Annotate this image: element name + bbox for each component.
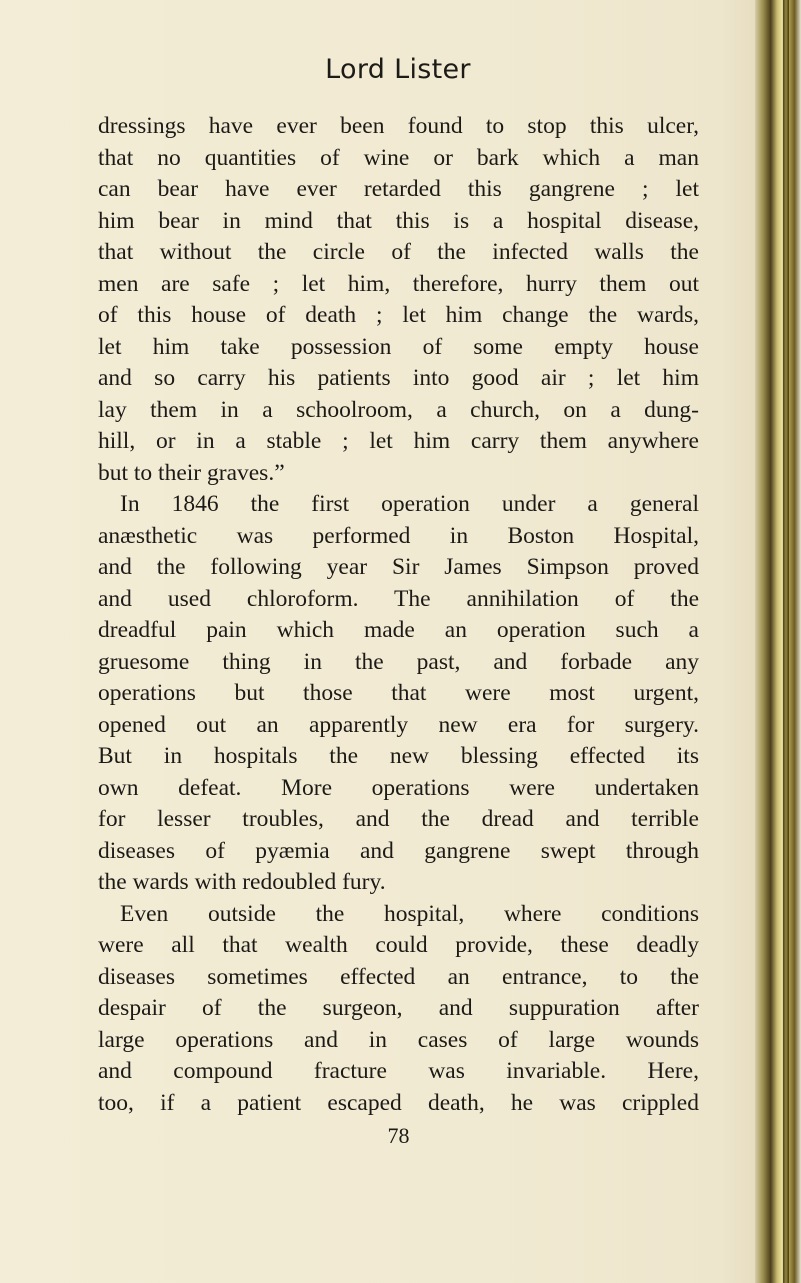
text-line: that no quantities of wine or bark which a man	[98, 144, 699, 171]
text-line: In 1846 the first operation under a general	[120, 491, 699, 517]
running-header: Lord Lister	[325, 54, 471, 85]
text-line: diseases sometimes effected an entrance, to the	[98, 963, 699, 990]
text-line: can bear have ever retarded this gangrene ; let	[98, 176, 699, 202]
text-line: that without the circle of the infected walls the	[98, 239, 699, 265]
text-line: and the following year Sir James Simpson proved	[98, 554, 699, 580]
text-line: but to their graves.”	[98, 459, 285, 486]
text-line: hill, or in a stable ; let him carry them anywhere	[98, 428, 699, 454]
text-line: and compound fracture was invariable. Here,	[98, 1058, 699, 1084]
text-line: But in hospitals the new blessing effected its	[98, 743, 699, 769]
text-line: own defeat. More operations were undertaken	[98, 774, 699, 801]
text-line: were all that wealth could provide, these deadly	[98, 932, 699, 958]
text-line: operations but those that were most urgent,	[98, 680, 699, 706]
text-line: and used chloroform. The annihilation of the	[98, 585, 699, 612]
text-line: lay them in a schoolroom, a church, on a dung-	[98, 396, 699, 423]
text-line: men are safe ; let him, therefore, hurry them out	[98, 270, 699, 297]
text-line: the wards with redoubled fury.	[98, 869, 386, 895]
text-line: him bear in mind that this is a hospital disease,	[98, 207, 699, 234]
page-gutter	[755, 0, 801, 1283]
text-line: large operations and in cases of large wounds	[98, 1026, 699, 1053]
text-line: and so carry his patients into good air ; let him	[98, 365, 699, 391]
page-number: 78	[387, 1123, 410, 1148]
text-line: dreadful pain which made an operation such a	[98, 617, 699, 643]
text-line: too, if a patient escaped death, he was crippled	[98, 1089, 699, 1116]
text-line: gruesome thing in the past, and forbade any	[98, 648, 699, 675]
text-line: despair of the surgeon, and suppuration after	[98, 995, 699, 1021]
text-line: for lesser troubles, and the dread and terrible	[98, 806, 699, 832]
text-line: let him take possession of some empty house	[98, 333, 699, 360]
text-line: dressings have ever been found to stop this ulcer,	[98, 113, 699, 139]
binding-edge	[783, 0, 789, 1283]
text-line: diseases of pyæmia and gangrene swept through	[98, 837, 699, 864]
text-line: anæsthetic was performed in Boston Hospital,	[98, 522, 699, 549]
text-line: opened out an apparently new era for surgery.	[98, 711, 699, 738]
text-line: of this house of death ; let him change the wards,	[98, 302, 699, 328]
body-text	[98, 111, 699, 1119]
text-line: Even outside the hospital, where conditions	[120, 900, 699, 927]
